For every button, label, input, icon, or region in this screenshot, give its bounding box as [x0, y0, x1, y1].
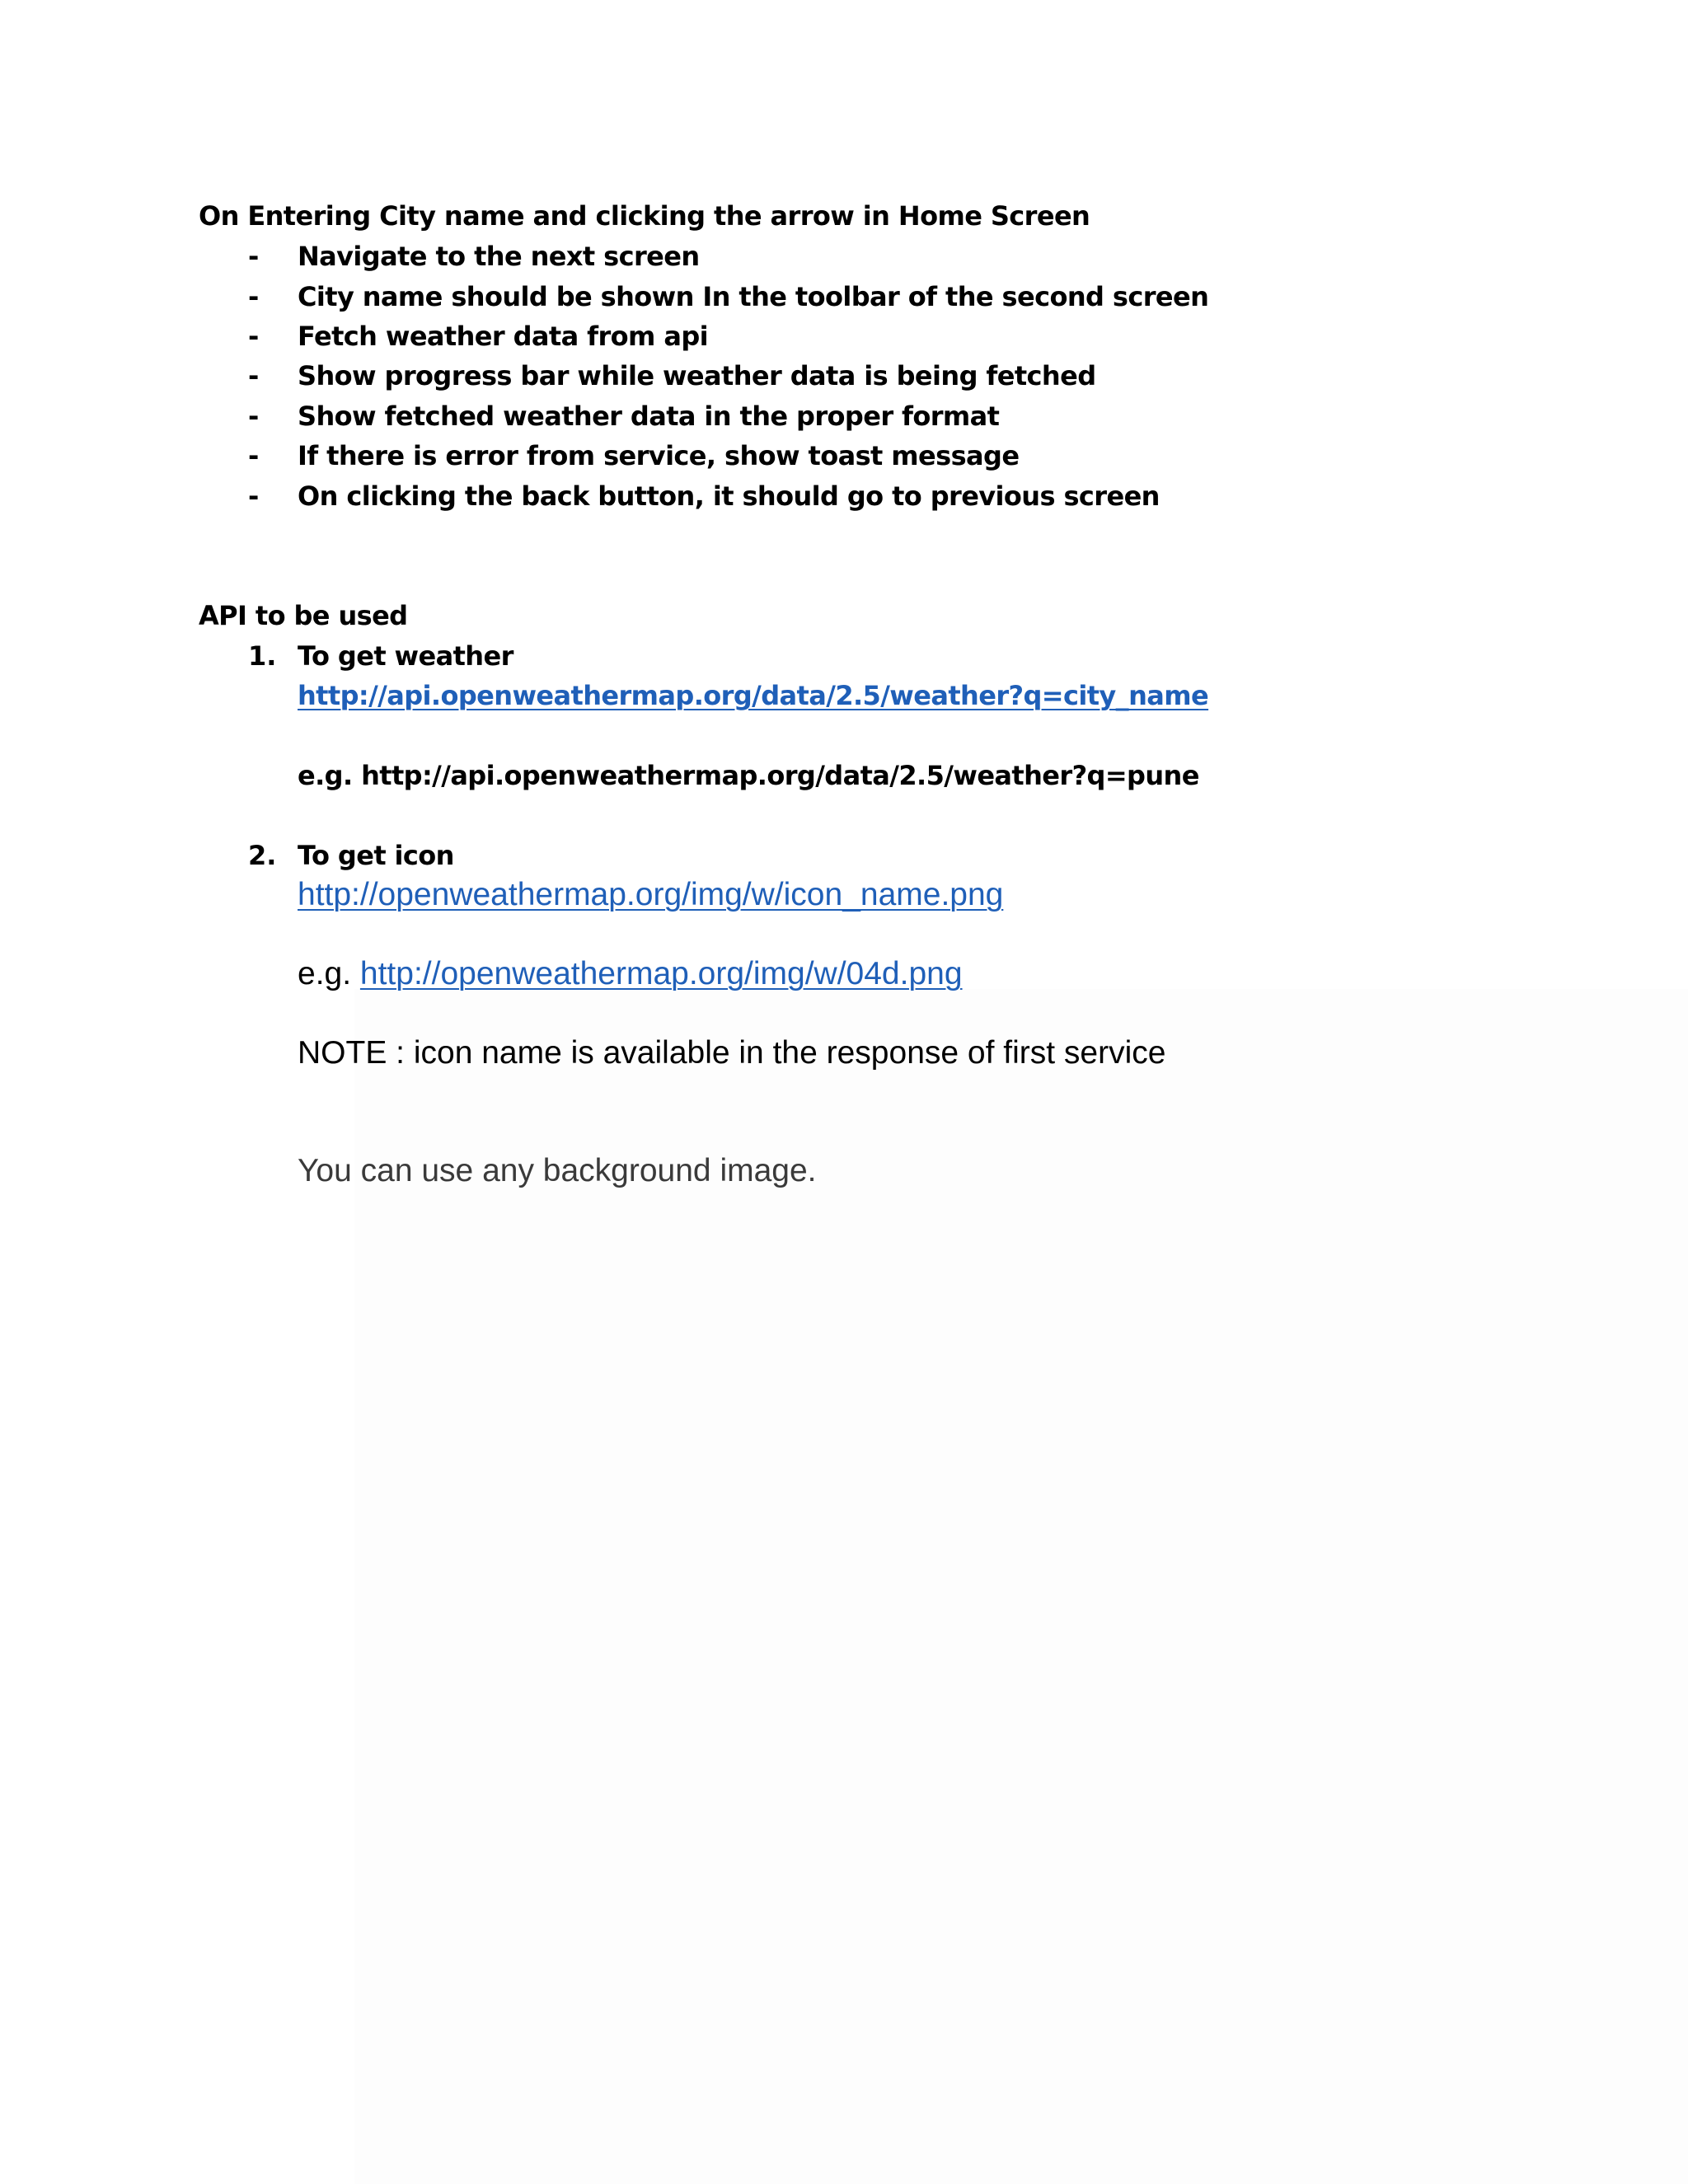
list-number: 1. — [248, 640, 277, 672]
list-number: 2. — [248, 840, 277, 871]
section-heading-api: API to be used — [199, 600, 408, 631]
icon-api-link[interactable]: http://openweathermap.org/img/w/icon_name.png — [298, 877, 1004, 912]
list-item: On clicking the back button, it should go to previous screen — [298, 480, 1160, 512]
weather-api-example: e.g. http://api.openweathermap.org/data/2.5/weather?q=pune — [298, 760, 1199, 791]
bullet-marker: - — [248, 241, 260, 272]
bullet-marker: - — [248, 480, 260, 512]
icon-api-example — [298, 956, 963, 992]
icon-example-link[interactable]: http://openweathermap.org/img/w/04d.png — [359, 956, 963, 991]
bullet-marker: - — [248, 321, 260, 352]
note-text: NOTE : icon name is available in the response of first service — [298, 1035, 1166, 1071]
list-item: Show progress bar while weather data is being fetched — [298, 360, 1096, 391]
api-item-title-icon: To get icon — [298, 840, 454, 871]
api-item-title-weather: To get weather — [298, 640, 513, 672]
background-image-note: You can use any background image. — [298, 1153, 817, 1188]
section-heading-home-screen: On Entering City name and clicking the arrow in Home Screen — [199, 200, 1090, 232]
list-item: Show fetched weather data in the proper format — [298, 401, 1000, 432]
list-item: City name should be shown In the toolbar of the second screen — [298, 281, 1209, 312]
bullet-marker: - — [248, 360, 260, 391]
bullet-marker: - — [248, 440, 260, 471]
bullet-marker: - — [248, 281, 260, 312]
example-prefix: e.g. — [298, 956, 352, 991]
weather-api-link[interactable]: http://api.openweathermap.org/data/2.5/weather?q=city_name — [298, 680, 1209, 711]
list-item: If there is error from service, show toast message — [298, 440, 1020, 471]
list-item: Fetch weather data from api — [298, 321, 708, 352]
list-item: Navigate to the next screen — [298, 241, 700, 272]
bullet-marker: - — [248, 401, 260, 432]
